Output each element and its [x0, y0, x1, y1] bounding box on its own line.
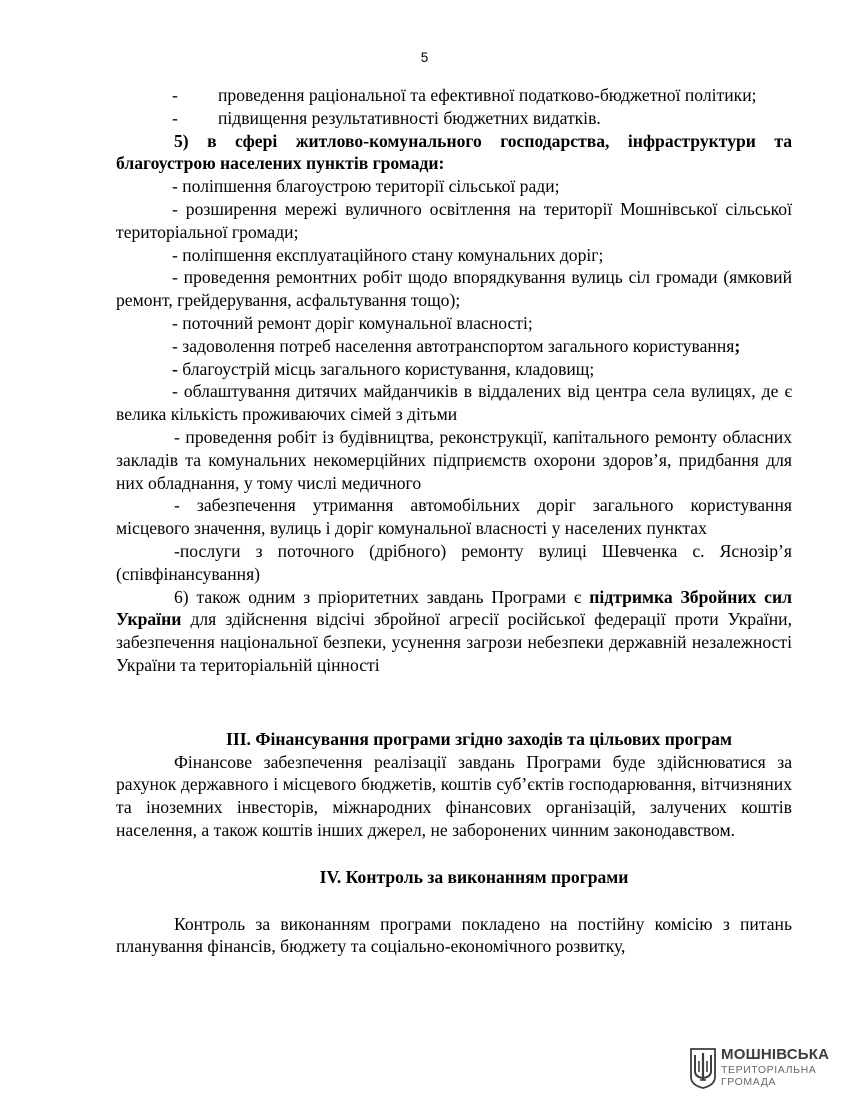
list-dash: - — [172, 85, 178, 105]
document-body — [116, 84, 792, 958]
bold-emphasis: підтримка Збройних сил України — [116, 586, 792, 630]
page-number: 5 — [420, 50, 429, 65]
list-item: -послуги з поточного (дрібного) ремонту вулиці Шевченка с. Яснозір’я (співфінансування) — [116, 540, 792, 584]
bold-dash: - — [172, 358, 178, 379]
section-3-text: Фінансове забезпечення реалізації завдань Програми буде здійснюватися за рахунок державного і місцевого бюджетів, коштів суб’єктів господарювання, вітчизняних та іноземних інвесторів, міжнародних фінансових організацій, залучених коштів населення, а також коштів інших джерел, не заборонених чинним законодавством. — [116, 751, 792, 840]
paragraph-section-5-title: 5) в сфері житлово-комунального господарства, інфраструктури та благоустрою населених пунктів громади: — [116, 130, 792, 174]
paragraph-text: підвищення результативності бюджетних видатків. — [218, 107, 601, 128]
list-item: - поліпшення благоустрою території сільської ради; — [172, 176, 560, 197]
list-item: - розширення мережі вуличного освітлення на території Мошнівської сільської територіальної громади; — [116, 198, 792, 242]
list-item — [116, 358, 792, 381]
logo-title: МОШНІВСЬКА — [721, 1046, 830, 1063]
list-item: - проведення ремонтних робіт щодо впорядкування вулиць сіл громади (ямковий ремонт, грейдерування, асфальтування тощо); — [116, 267, 792, 311]
paragraph-text: благоустрій місць загального користування, кладовищ; — [177, 358, 595, 379]
logo-subtitle-1: ТЕРИТОРІАЛЬНА — [721, 1064, 817, 1076]
list-item — [116, 335, 792, 358]
section-3-heading: ІІІ. Фінансування програми згідно заходів та цільових програм — [226, 728, 732, 749]
paragraph-text: - задоволення потреб населення автотранспортом загального користування — [172, 335, 735, 356]
trident-emblem-icon — [690, 1047, 716, 1089]
section-4-text: Контроль за виконанням програми покладено на постійну комісію з питань планування фінансів, бюджету та соціально-економічного розвитку, — [116, 913, 792, 957]
spacer — [116, 842, 792, 866]
list-dash: - — [172, 107, 178, 128]
list-item: - облаштування дитячих майданчиків в віддалених від центра села вулицях, де є велика кількість проживаючих сімей з дітьми — [116, 381, 792, 425]
list-item: - забезпечення утримання автомобільних доріг загального користування місцевого значення, вулиць і доріг комунальної власності у населених пунктах — [116, 495, 792, 539]
list-item: - проведення робіт із будівництва, реконструкції, капітального ремонту обласних закладів та комунальних некомерційних підприємств охорони здоров’я, придбання для них обладнання, у тому числі медичного — [116, 426, 792, 493]
community-logo — [690, 1045, 830, 1091]
spacer — [116, 889, 792, 913]
paragraph-budget-policy — [116, 84, 792, 107]
paragraph-budget-efficiency — [116, 107, 792, 130]
logo-subtitle-2: ГРОМАДА — [721, 1076, 777, 1088]
spacer — [116, 677, 792, 728]
list-item: - поточний ремонт доріг комунальної власності; — [172, 312, 533, 333]
paragraph-text: 6) також одним з пріоритетних завдань Програми є — [174, 586, 590, 607]
paragraph-text: проведення раціональної та ефективної податково-бюджетної політики; — [218, 85, 757, 105]
section-4-heading: IV. Контроль за виконанням програми — [319, 866, 629, 887]
list-item: - поліпшення експлуатаційного стану комунальних доріг; — [172, 244, 604, 265]
paragraph-text: для здійснення відсічі збройної агресії російської федерації проти України, забезпечення національної безпеки, усунення загрози небезпеки державній незалежності України та територіальній цінності — [116, 609, 792, 675]
paragraph-section-6 — [116, 586, 792, 677]
bold-semicolon: ; — [734, 335, 741, 356]
